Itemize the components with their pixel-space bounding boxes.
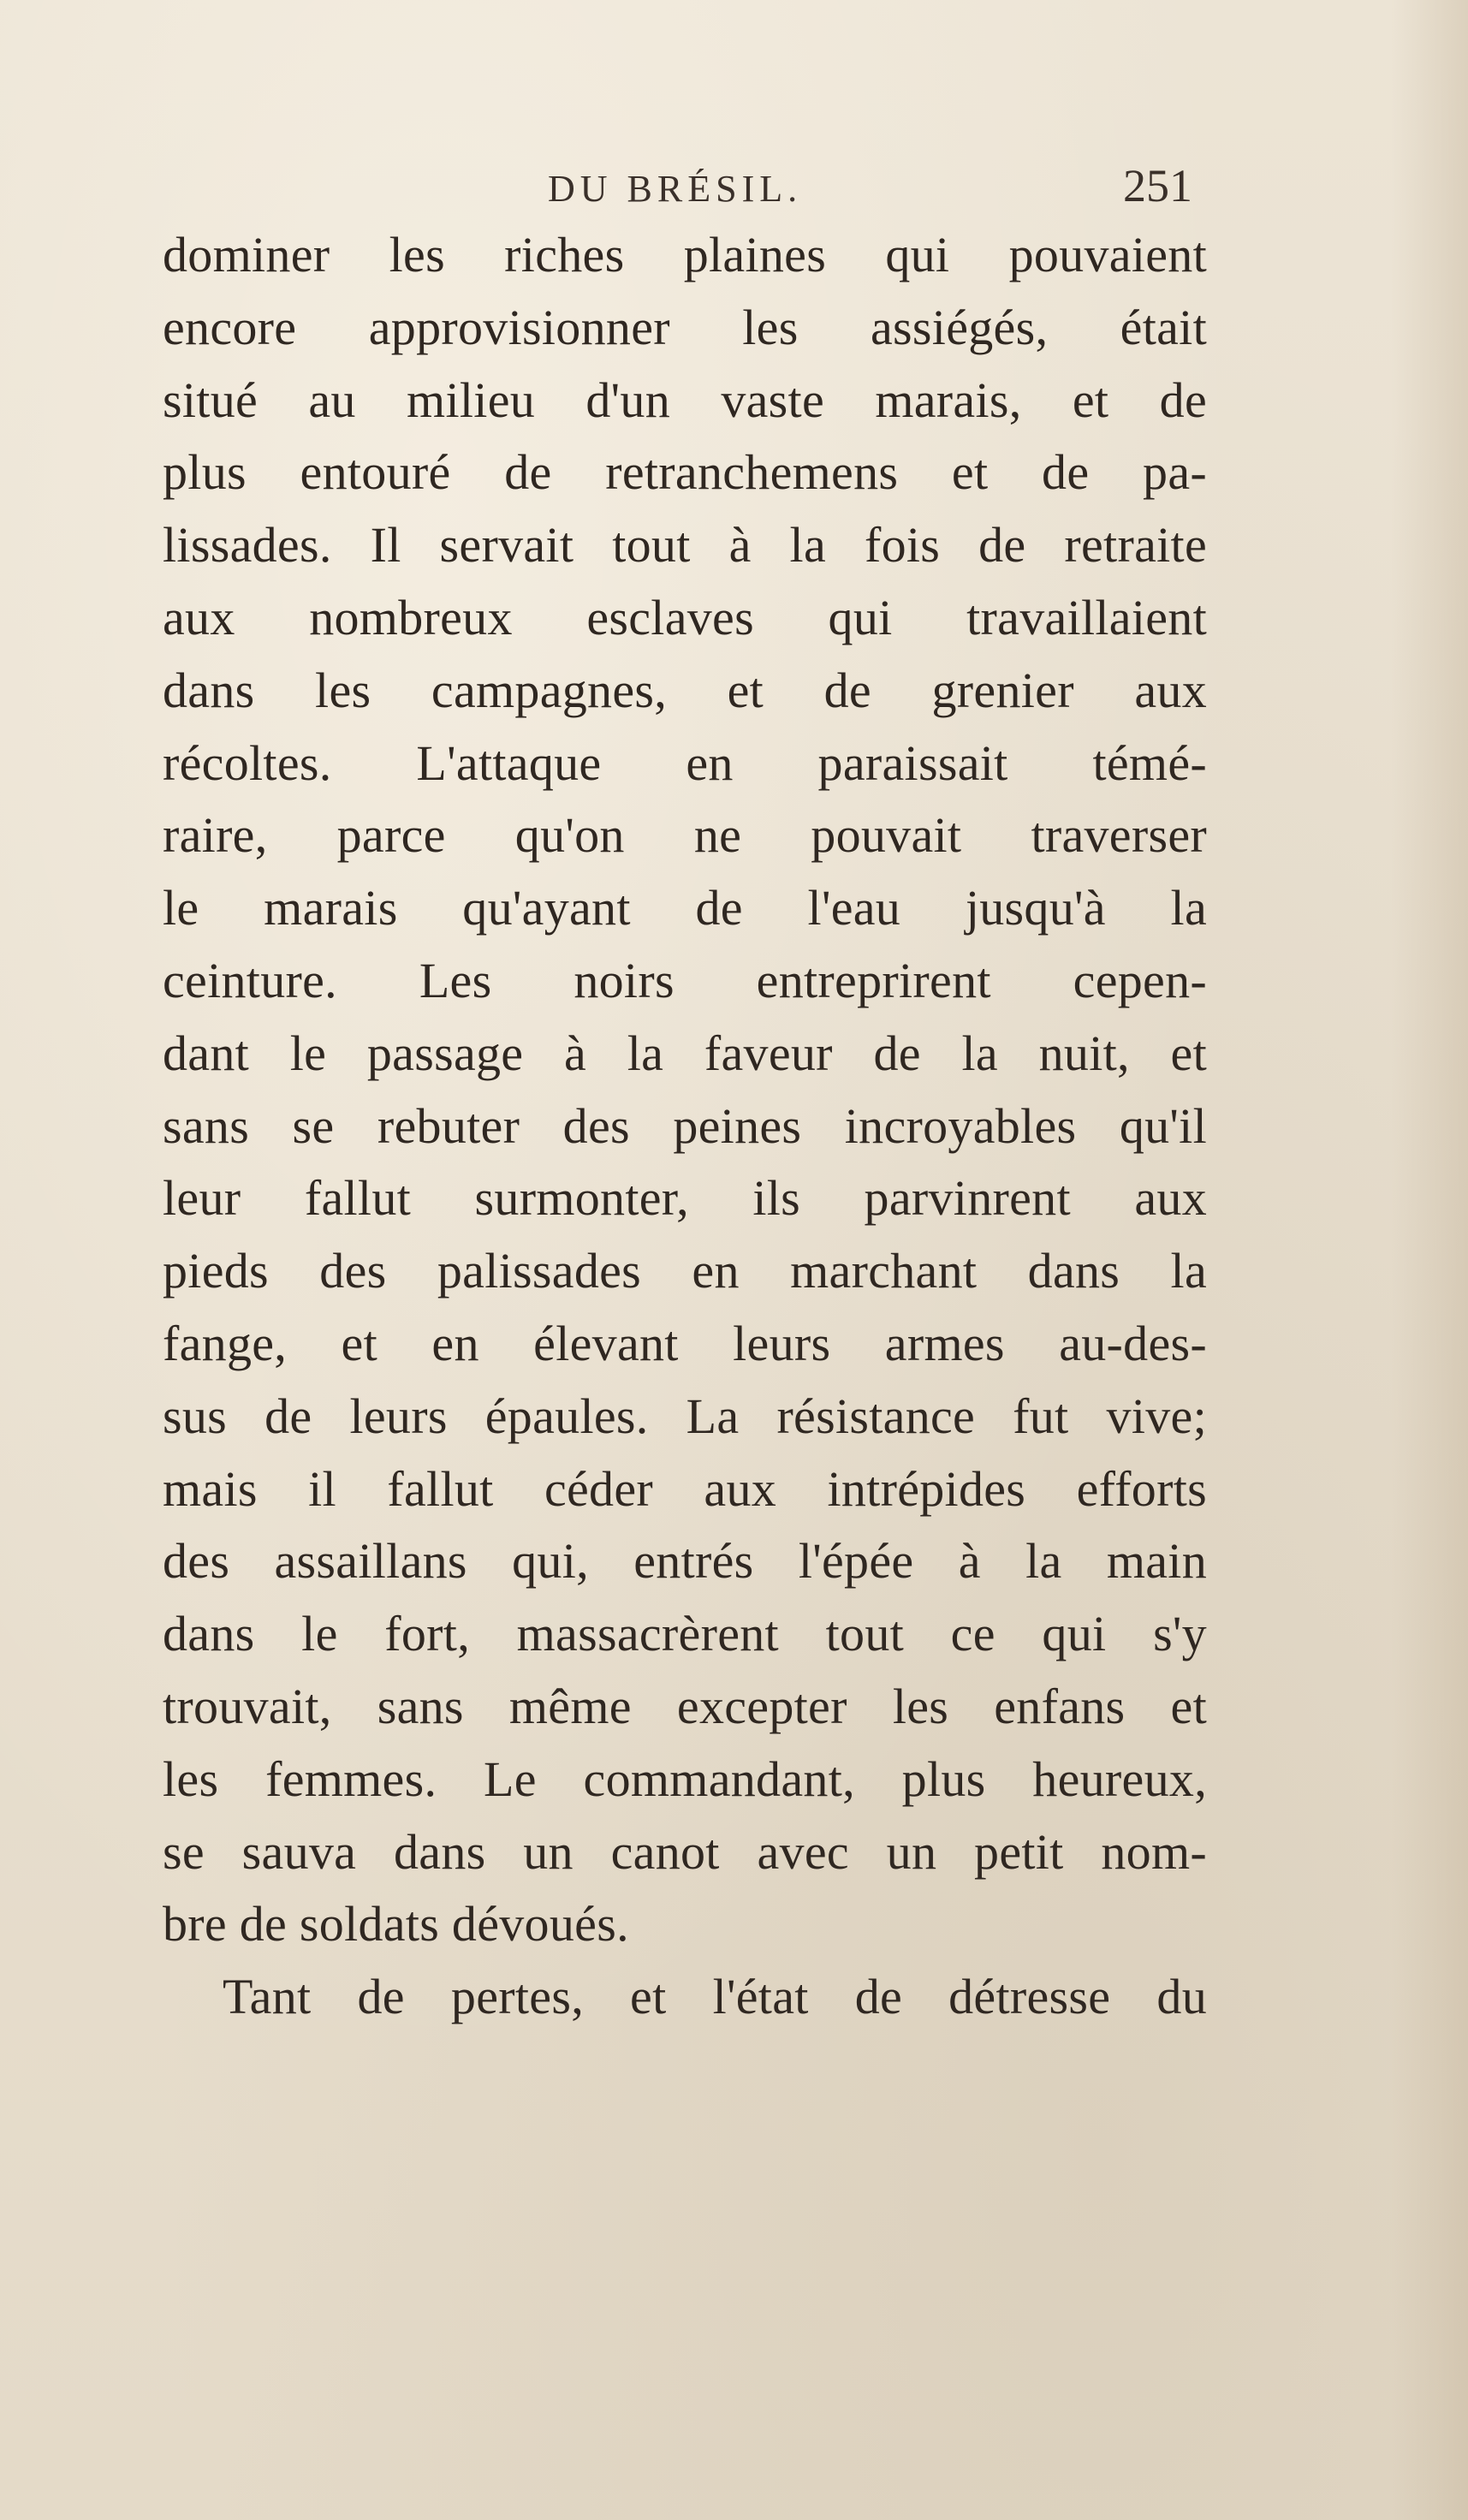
text-line: dans le fort, massacrèrent tout ce qui s'y <box>163 1606 1207 1662</box>
text-line: fange, et en élevant leurs armes au-des- <box>163 1315 1207 1371</box>
text-line: bre de soldats dévoués. <box>163 1896 629 1952</box>
text-line: le marais qu'ayant de l'eau jusqu'à la <box>163 880 1207 936</box>
running-head: DU BRÉSIL. <box>548 168 803 210</box>
text-line: sans se rebuter des peines incroyables qu'il <box>163 1097 1207 1154</box>
text-line: aux nombreux esclaves qui travaillaient <box>163 589 1207 645</box>
text-line: lissades. Il servait tout à la fois de retraite <box>163 517 1207 574</box>
text-line: pieds des palissades en marchant dans la <box>163 1243 1207 1299</box>
text-line: situé au milieu d'un vaste marais, et de <box>163 371 1207 428</box>
text-line: des assaillans qui, entrés l'épée à la main <box>163 1533 1207 1590</box>
text-line: les femmes. Le commandant, plus heureux, <box>163 1750 1207 1807</box>
text-line: plus entouré de retranchemens et de pa- <box>163 444 1207 501</box>
text-line: dans les campagnes, et de grenier aux <box>163 662 1207 718</box>
text-line: se sauva dans un canot avec un petit nom- <box>163 1823 1207 1880</box>
text-line: encore approvisionner les assiégés, était <box>163 299 1207 355</box>
page-number: 251 <box>1123 160 1192 211</box>
text-line: récoltes. L'attaque en paraissait témé- <box>163 734 1207 791</box>
text-line: ceinture. Les noirs entreprirent cepen- <box>163 952 1207 1008</box>
text-line: Tant de pertes, et l'état de détresse du <box>223 1969 1207 2025</box>
text-line: trouvait, sans même excepter les enfans et <box>163 1678 1207 1734</box>
text-line: raire, parce qu'on ne pouvait traverser <box>163 807 1207 864</box>
page-edge-shadow <box>1391 0 1468 2520</box>
text-line: mais il fallut céder aux intrépides efforts <box>163 1460 1207 1517</box>
text-line: leur fallut surmonter, ils parvinrent aux <box>163 1170 1207 1227</box>
text-line: dant le passage à la faveur de la nuit, et <box>163 1025 1207 1081</box>
text-line: sus de leurs épaules. La résistance fut vive; <box>163 1388 1207 1444</box>
text-line: dominer les riches plaines qui pouvaient <box>163 227 1207 282</box>
body-text <box>163 219 1207 2034</box>
